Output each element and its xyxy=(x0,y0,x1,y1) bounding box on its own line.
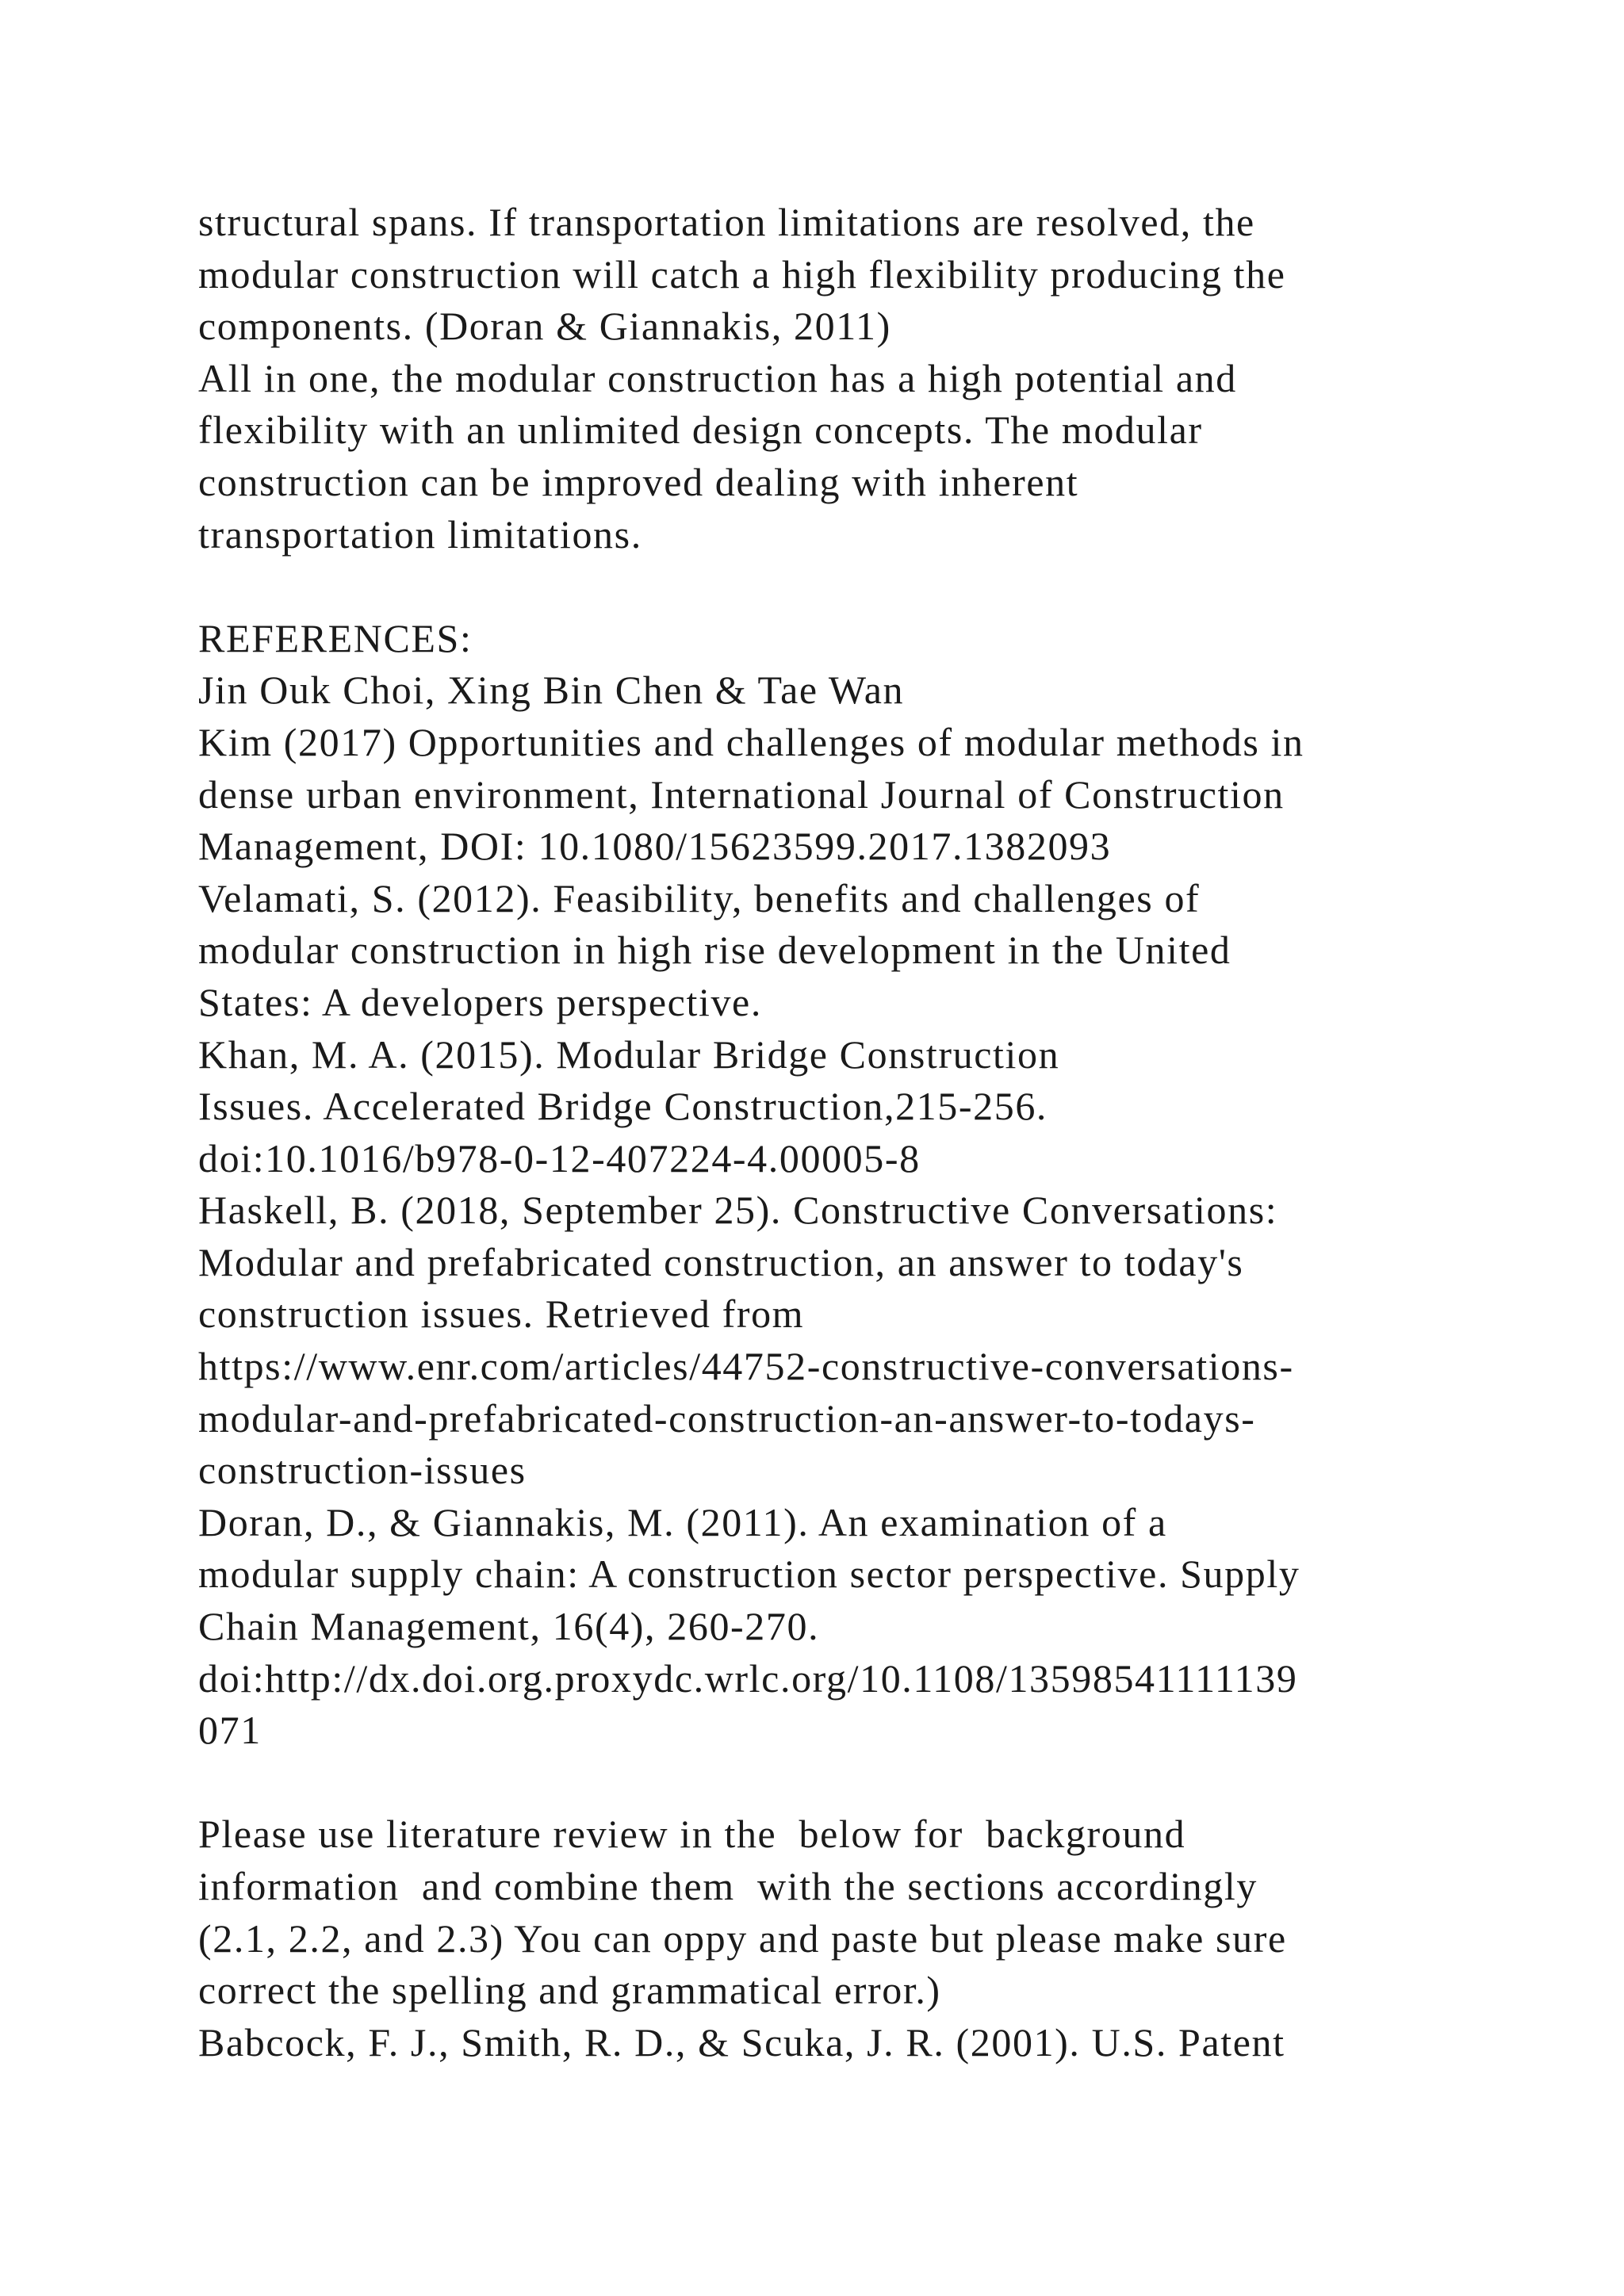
text-line: components. (Doran & Giannakis, 2011) xyxy=(198,304,891,349)
blank-line xyxy=(198,1757,1562,1809)
reference-line: Babcock, F. J., Smith, R. D., & Scuka, J. R. (2001). U.S. Patent xyxy=(198,2019,1285,2064)
text-line: modular construction will catch a high flexibility producing the xyxy=(198,251,1286,297)
reference-line: modular supply chain: A construction sector perspective. Supply xyxy=(198,1552,1300,1597)
text-line: All in one, the modular construction has a high potential and xyxy=(198,355,1237,400)
text-line: structural spans. If transportation limitations are resolved, the xyxy=(198,200,1255,244)
document-body xyxy=(198,197,1562,2068)
reference-line: Kim (2017) Opportunities and challenges of modular methods in xyxy=(198,719,1304,764)
reference-url-line: modular-and-prefabricated-construction-an-answer-to-todays- xyxy=(198,1395,1256,1441)
reference-line: modular construction in high rise development in the United xyxy=(198,928,1231,973)
reference-line: construction issues. Retrieved from xyxy=(198,1292,805,1337)
instruction-line: Please use literature review in the below for background xyxy=(198,1812,1186,1857)
instruction-line: information and combine them with the sections accordingly xyxy=(198,1864,1258,1908)
reference-line: Jin Ouk Choi, Xing Bin Chen & Tae Wan xyxy=(198,668,905,713)
reference-url-line: construction-issues xyxy=(198,1448,527,1493)
reference-doi-line: doi:http://dx.doi.org.proxydc.wrlc.org/10.1108/13598541111139 xyxy=(198,1655,1298,1701)
text-line: transportation limitations. xyxy=(198,511,642,557)
reference-line: Khan, M. A. (2015). Modular Bridge Construction xyxy=(198,1031,1060,1077)
reference-line: Doran, D., & Giannakis, M. (2011). An examination of a xyxy=(198,1499,1167,1544)
reference-line: Chain Management, 16(4), 260-270. xyxy=(198,1604,820,1649)
reference-line: States: A developers perspective. xyxy=(198,979,762,1024)
text-line: construction can be improved dealing with inherent xyxy=(198,459,1079,504)
instruction-line: (2.1, 2.2, and 2.3) You can oppy and paste but please make sure xyxy=(198,1915,1287,1961)
reference-line: Velamati, S. (2012). Feasibility, benefits and challenges of xyxy=(198,875,1201,920)
reference-line: Modular and prefabricated construction, an answer to today's xyxy=(198,1239,1244,1284)
reference-line: dense urban environment, International Journal of Construction xyxy=(198,771,1285,817)
instruction-line: correct the spelling and grammatical error.) xyxy=(198,1968,941,2013)
reference-doi-line: 071 xyxy=(198,1708,262,1753)
text-line: flexibility with an unlimited design concepts. The modular xyxy=(198,408,1203,453)
reference-line: Management, DOI: 10.1080/15623599.2017.1382093 xyxy=(198,824,1112,869)
reference-line: doi:10.1016/b978-0-12-407224-4.00005-8 xyxy=(198,1135,921,1181)
reference-url-line: https://www.enr.com/articles/44752-constructive-conversations- xyxy=(198,1344,1294,1389)
references-heading: REFERENCES: xyxy=(198,615,473,660)
reference-line: Haskell, B. (2018, September 25). Constructive Conversations: xyxy=(198,1188,1278,1233)
blank-line xyxy=(198,561,1562,613)
reference-line: Issues. Accelerated Bridge Construction,215-256. xyxy=(198,1084,1048,1129)
